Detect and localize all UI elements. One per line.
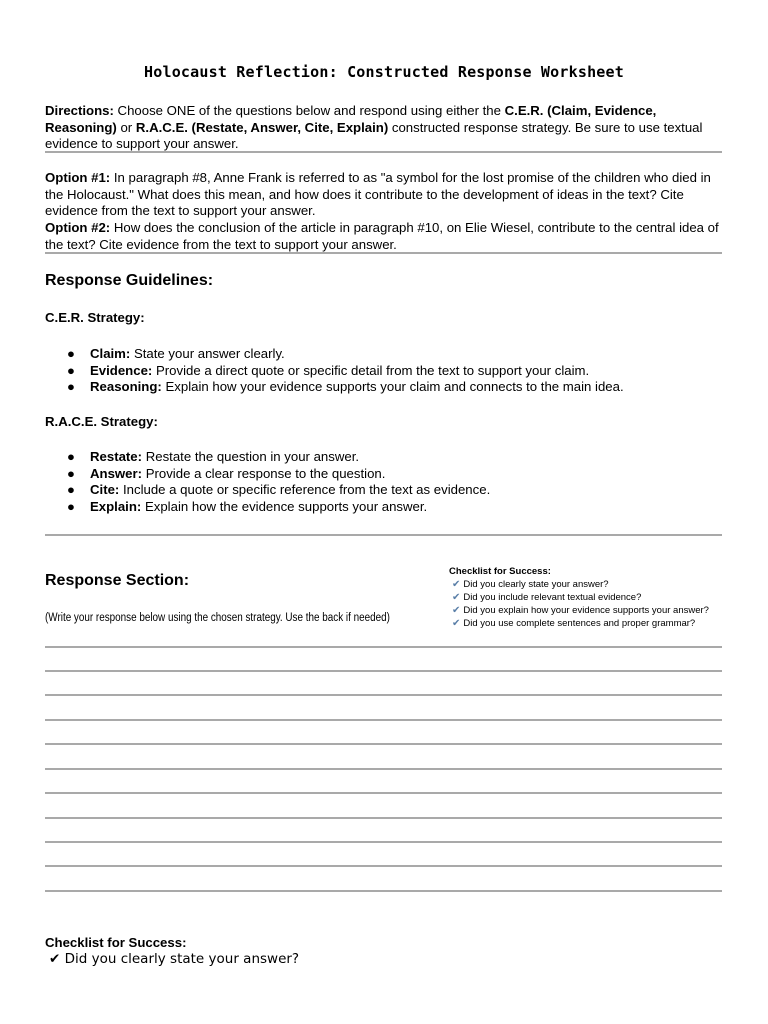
checklist-item	[449, 604, 739, 617]
page-title: Holocaust Reflection: Constructed Response Worksheet	[144, 63, 624, 81]
list-item	[45, 449, 725, 466]
checklist-item	[449, 591, 739, 604]
checklist-bottom-item: ✔ Did you clearly state your answer?	[49, 951, 300, 967]
term-text: Include a quote or specific reference from the text as evidence.	[119, 482, 491, 497]
directions	[45, 103, 725, 153]
check-icon: ✔	[452, 579, 461, 590]
term-text: Provide a clear response to the question.	[142, 465, 386, 481]
list-item	[45, 466, 725, 483]
option-2	[45, 220, 725, 253]
directions-or: or	[116, 119, 136, 135]
list-item	[45, 482, 725, 499]
list-item	[45, 379, 725, 396]
checklist-title: Checklist for Success:	[449, 566, 551, 577]
list-item	[45, 363, 725, 380]
divider	[45, 534, 722, 536]
term-text: State your answer clearly.	[130, 346, 285, 361]
race-list	[45, 449, 725, 515]
writing-line	[45, 694, 722, 696]
directions-text-2: constructed response strategy. Be sure to use textual evidence to support your answer.	[45, 119, 703, 151]
guidelines-heading: Response Guidelines:	[45, 272, 214, 289]
checklist-item-text: Did you use complete sentences and proper grammar?	[463, 618, 696, 629]
divider	[45, 151, 722, 153]
directions-cer: C.E.R. (Claim, Evidence, Reasoning)	[45, 103, 657, 135]
checklist-item-text: Did you include relevant textual evidence?	[463, 592, 642, 603]
check-icon: ✔	[452, 618, 461, 629]
checklist-item	[449, 578, 739, 591]
directions-label: Directions:	[45, 103, 114, 118]
term-text: Provide a direct quote or specific detail from the text to support your claim.	[152, 362, 590, 378]
checklist-item-text: Did you explain how your evidence supports your answer?	[463, 605, 709, 616]
checklist-item	[449, 617, 739, 630]
term: Reasoning:	[90, 379, 162, 394]
directions-race: R.A.C.E. (Restate, Answer, Cite, Explain)	[135, 119, 389, 135]
directions-text-1: Choose ONE of the questions below and respond using either the	[113, 103, 505, 118]
response-note: (Write your response below using the chosen strategy. Use the back if needed)	[45, 612, 390, 624]
option-1-text: In paragraph #8, Anne Frank is referred to as "a symbol for the lost promise of the children who died in the Holocaust." What does this mean, and how does it contribute to the development of ideas in the text? Cite evidence from the text to support your answer.	[45, 170, 711, 218]
bullet-icon: ●	[67, 482, 75, 497]
option-1	[45, 170, 725, 220]
term-text: Explain how the evidence supports your answer.	[141, 498, 428, 514]
bullet-icon: ●	[67, 362, 75, 378]
writing-line	[45, 890, 722, 892]
term-text: Restate the question in your answer.	[142, 449, 360, 464]
checklist-small	[449, 565, 739, 630]
option-2-text: How does the conclusion of the article in paragraph #10, on Elie Wiesel, contribute to the central idea of the text? Cite evidence from the text to support your answer.	[45, 220, 719, 252]
checklist-bottom-title: Checklist for Success:	[45, 935, 187, 950]
writing-line	[45, 670, 722, 672]
writing-line	[45, 817, 722, 819]
race-heading: R.A.C.E. Strategy:	[45, 414, 158, 429]
writing-line	[45, 792, 722, 794]
bullet-icon: ●	[67, 449, 75, 464]
bullet-icon: ●	[67, 465, 75, 481]
list-item	[45, 499, 725, 516]
term: Cite:	[90, 482, 120, 497]
bullet-icon: ●	[67, 379, 75, 394]
writing-line	[45, 719, 722, 721]
option-2-label: Option #2:	[45, 220, 111, 235]
writing-line	[45, 743, 722, 745]
bullet-icon: ●	[67, 346, 75, 361]
term: Answer:	[90, 465, 143, 481]
term-text: Explain how your evidence supports your claim and connects to the main idea.	[161, 379, 624, 394]
divider	[45, 252, 722, 254]
writing-line	[45, 865, 722, 867]
cer-heading: C.E.R. Strategy:	[45, 310, 145, 325]
writing-line	[45, 768, 722, 770]
cer-list	[45, 346, 725, 396]
term: Claim:	[90, 346, 131, 361]
response-heading: Response Section:	[45, 572, 190, 589]
checklist-item-text: Did you clearly state your answer?	[463, 579, 609, 590]
term: Evidence:	[90, 362, 153, 378]
list-item	[45, 346, 725, 363]
writing-line	[45, 646, 722, 648]
writing-line	[45, 841, 722, 843]
check-icon: ✔	[452, 592, 461, 603]
term: Explain:	[90, 498, 142, 514]
term: Restate:	[90, 449, 143, 464]
check-icon: ✔	[452, 605, 461, 616]
bullet-icon: ●	[67, 498, 75, 514]
option-1-label: Option #1:	[45, 170, 111, 185]
